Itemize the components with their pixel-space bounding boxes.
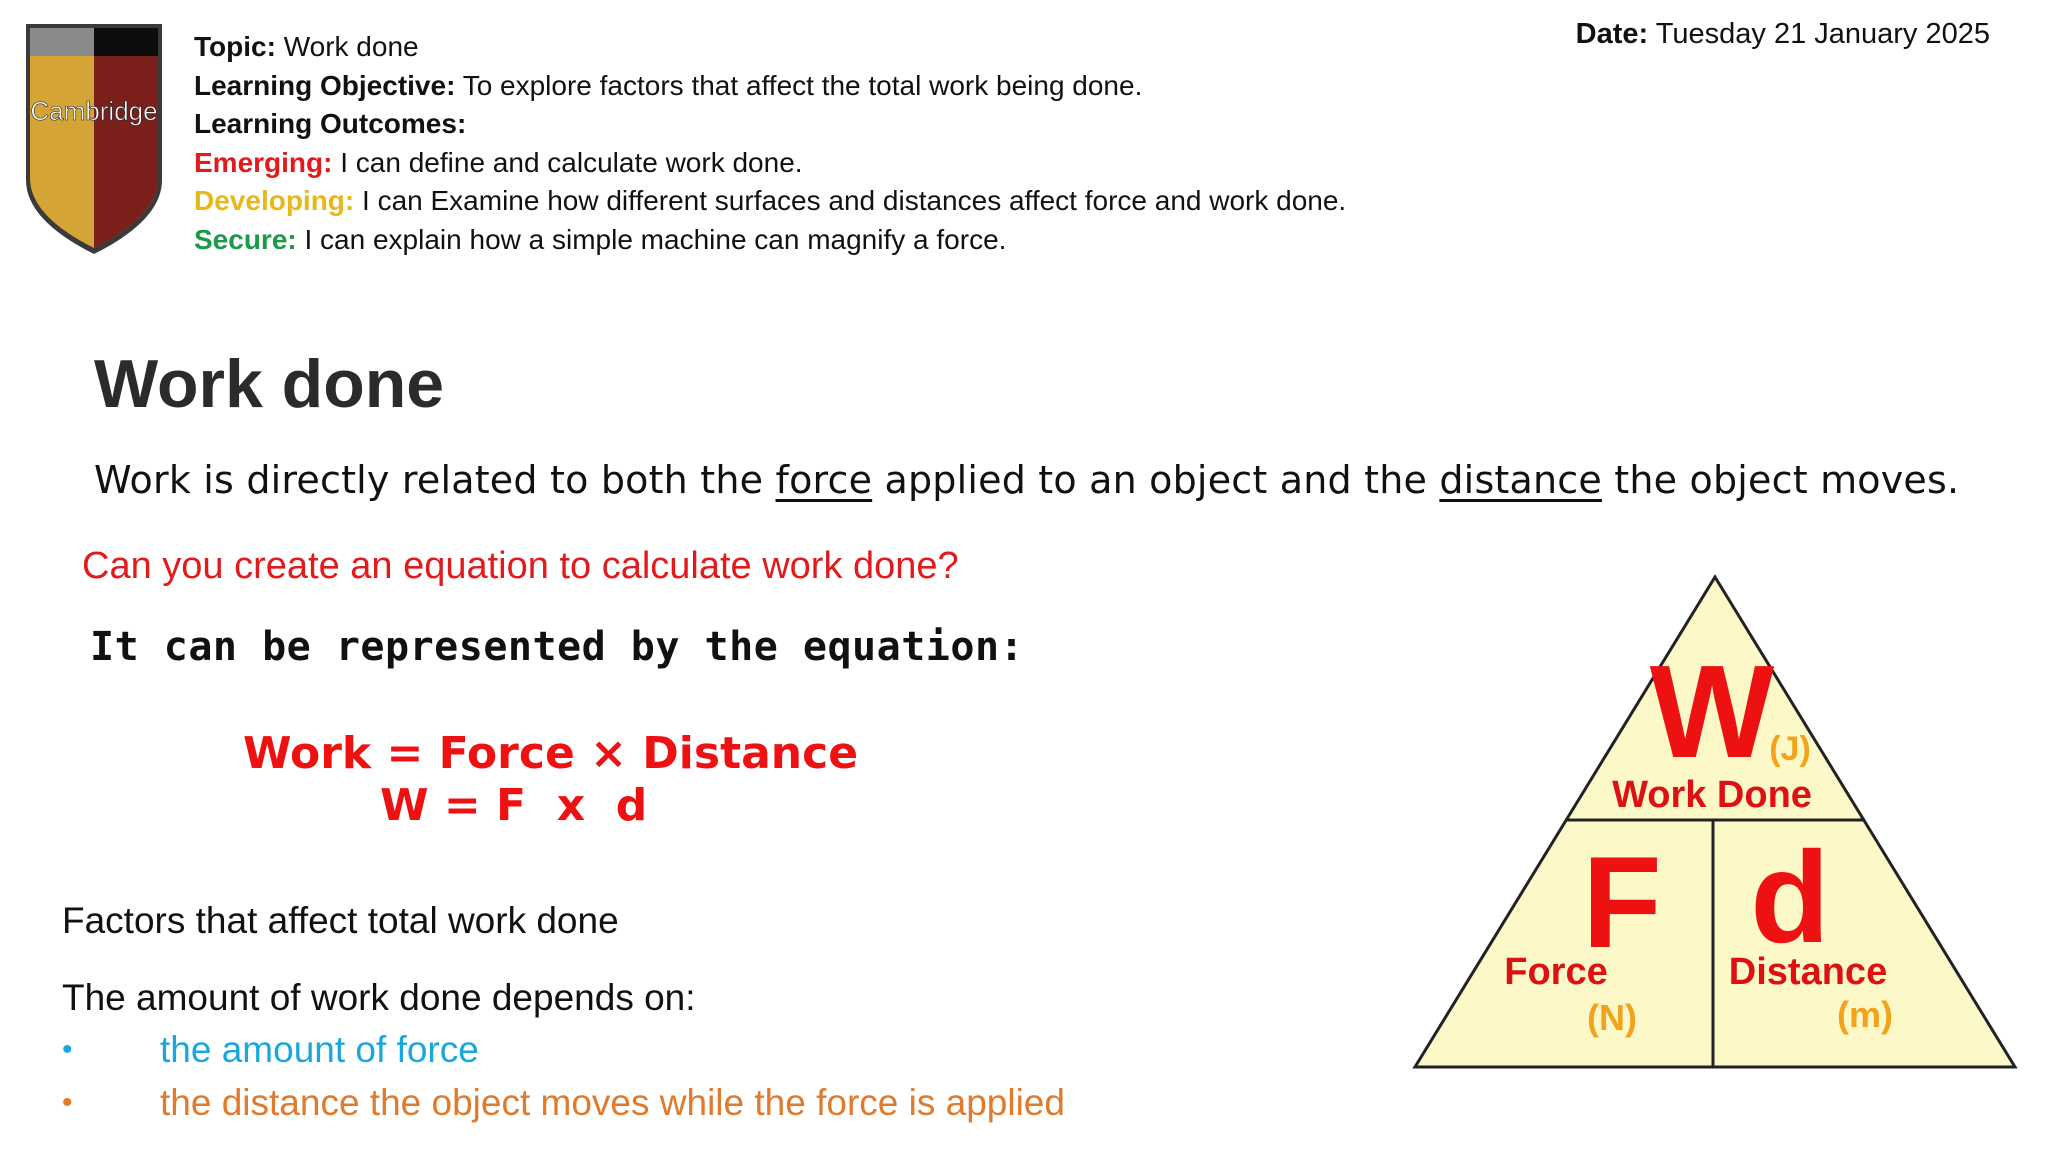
logo-text: Cambridge bbox=[30, 96, 158, 126]
list-item bbox=[62, 1028, 962, 1072]
secure-label: Secure: bbox=[194, 223, 297, 255]
objective-label: Learning Objective: bbox=[194, 69, 456, 101]
intro-distance-word: distance bbox=[1439, 458, 1602, 502]
topic-line bbox=[194, 28, 1346, 67]
cambridge-shield-logo bbox=[22, 20, 166, 258]
emerging-line bbox=[194, 144, 1346, 183]
page-title: Work done bbox=[94, 346, 445, 422]
date-value: Tuesday 21 January 2025 bbox=[1655, 18, 1990, 50]
developing-line bbox=[194, 182, 1346, 221]
equation-words: Work = Force × Distance bbox=[243, 728, 859, 779]
secure-line bbox=[194, 221, 1346, 260]
intro-sentence bbox=[94, 458, 1959, 502]
distance-label: Distance bbox=[1728, 951, 1888, 993]
work-done-label: Work Done bbox=[1612, 774, 1812, 816]
emerging-label: Emerging: bbox=[194, 146, 333, 178]
date-line bbox=[1576, 18, 1990, 51]
list-item bbox=[62, 1081, 1262, 1125]
work-unit: (J) bbox=[1769, 730, 1811, 768]
force-letter: F bbox=[1582, 829, 1662, 975]
topic-label: Topic: bbox=[194, 31, 276, 62]
work-done-triangle bbox=[1410, 572, 2020, 1072]
developing-label: Developing: bbox=[194, 185, 355, 216]
objective-line bbox=[194, 67, 1346, 106]
intro-force-word: force bbox=[775, 458, 873, 502]
equation-intro: It can be represented by the equation: bbox=[90, 624, 1025, 670]
intro-text-1: Work is directly related to both the bbox=[94, 458, 776, 502]
intro-text-2: applied to an object and the bbox=[872, 458, 1440, 502]
intro-text-3: the object moves. bbox=[1601, 458, 1960, 502]
developing-value: I can Examine how different surfaces and distances affect force and work done. bbox=[362, 185, 1347, 216]
date-label: Date: bbox=[1575, 18, 1649, 50]
equation-symbols: W = F x d bbox=[380, 780, 648, 831]
topic-value: Work done bbox=[283, 31, 419, 62]
bullet-marker: • bbox=[62, 1086, 73, 1119]
secure-value: I can explain how a simple machine can magnify a force. bbox=[304, 223, 1007, 255]
force-unit: (N) bbox=[1587, 997, 1637, 1038]
distance-letter: d bbox=[1750, 824, 1830, 970]
objective-value: To explore factors that affect the total work being done. bbox=[462, 69, 1143, 101]
depends-text: The amount of work done depends on: bbox=[62, 977, 696, 1018]
bullet-marker: • bbox=[62, 1033, 73, 1066]
outcomes-line bbox=[194, 105, 1346, 144]
work-letter: W bbox=[1649, 638, 1775, 785]
outcomes-label: Learning Outcomes: bbox=[194, 108, 467, 139]
bullet-text: the distance the object moves while the force is applied bbox=[160, 1082, 1065, 1123]
bullet-text: the amount of force bbox=[160, 1029, 479, 1070]
question-prompt: Can you create an equation to calculate work done? bbox=[82, 545, 959, 587]
force-label: Force bbox=[1504, 951, 1608, 993]
distance-unit: (m) bbox=[1837, 994, 1893, 1035]
emerging-value: I can define and calculate work done. bbox=[340, 146, 803, 178]
lesson-header bbox=[194, 28, 1346, 259]
factors-heading: Factors that affect total work done bbox=[62, 900, 619, 941]
